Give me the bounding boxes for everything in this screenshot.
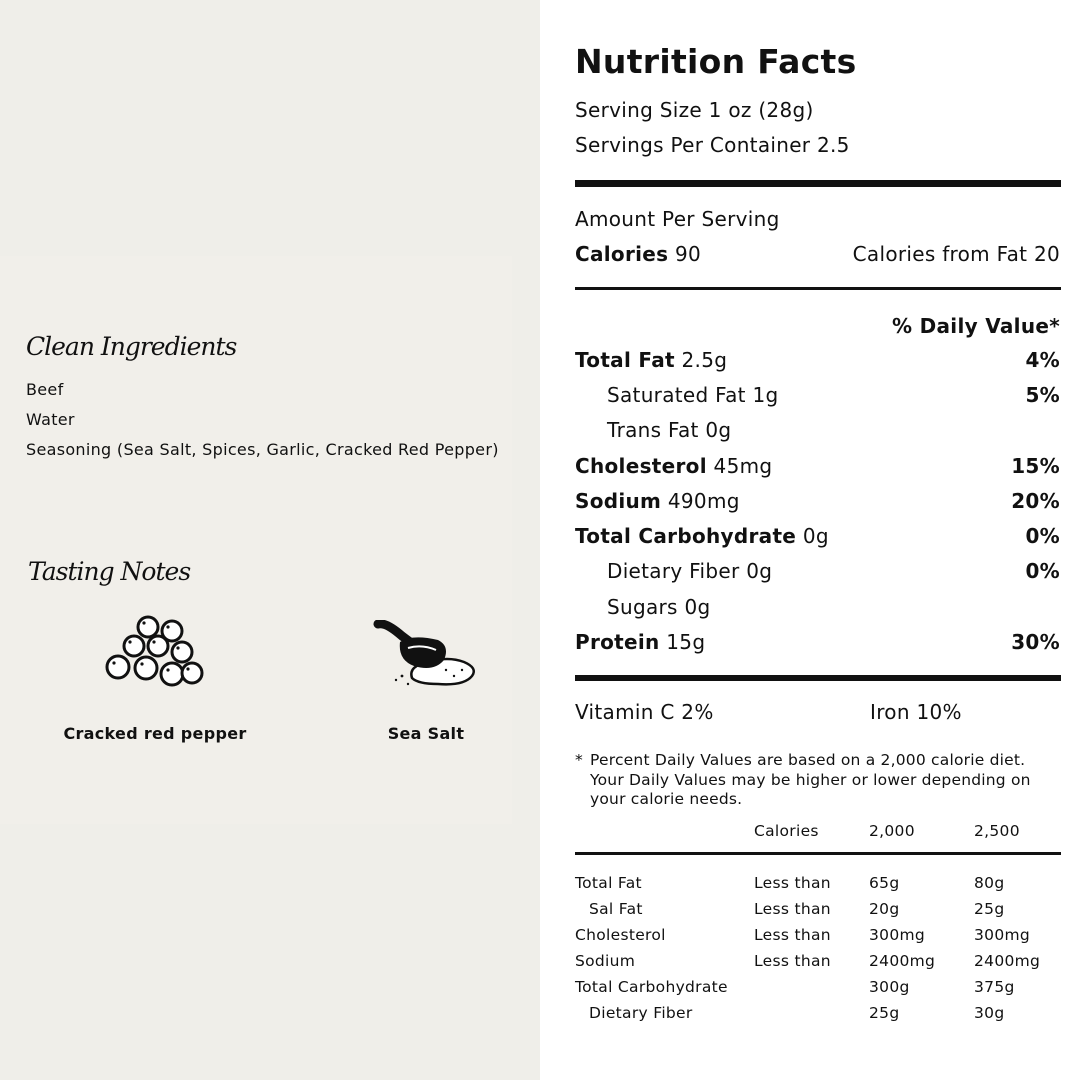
thick-divider [575,675,1061,681]
nutrient-amount: 45mg [713,454,773,478]
footer-header-2000: 2,000 [869,822,915,840]
salt-scoop-icon [372,620,480,690]
note-label-sea-salt: Sea Salt [387,724,465,743]
nutrient-name: Sodium [575,489,662,513]
footer-row-label: Total Carbohydrate [575,978,728,996]
nutrient-name: Total Carbohydrate [575,524,797,548]
nutrient-row-protein [575,630,705,654]
footer-row-qualifier: Less than [754,900,831,918]
footer-row-label: Sodium [575,952,636,970]
ingredients-heading: Clean Ingredients [26,332,237,361]
footer-row-label: Cholesterol [575,926,666,944]
calories-row [575,242,701,266]
nutrient-row-total-carbohydrate [575,524,829,548]
footer-header-calories: Calories [754,822,819,840]
footer-row-qualifier: Less than [754,952,831,970]
nutrient-dv: 5% [1025,383,1060,407]
nutrient-row-cholesterol [575,454,772,478]
footer-row-2500: 375g [974,978,1015,996]
footer-row-label: Sal Fat [589,900,643,918]
nutrition-facts-title: Nutrition Facts [575,42,857,81]
nutrient-row-total-fat [575,348,727,372]
nutrient-name: Cholesterol [575,454,707,478]
nutrient-row-sugars [607,595,710,619]
amount-per-serving: Amount Per Serving [575,207,780,231]
nutrient-dv: 15% [1011,454,1060,478]
calories-label: Calories [575,242,669,266]
nutrient-row-saturated-fat [607,383,779,407]
footnote-text: Percent Daily Values are based on a 2,000 calorie diet. Your Daily Values may be higher or lower depending on your calorie needs. [590,751,1031,808]
divider [575,852,1061,855]
nutrient-amount: 490mg [667,489,740,513]
calories-from-fat: Calories from Fat 20 [852,242,1060,266]
vitamin-c: Vitamin C 2% [575,700,714,724]
footnote-star: * [575,751,583,769]
nutrient-row-sodium [575,489,740,513]
nutrient-name: Sugars [607,595,678,619]
footer-header-2500: 2,500 [974,822,1020,840]
nutrient-amount: 2.5g [681,348,728,372]
nutrient-amount: 1g [752,383,779,407]
nutrient-row-dietary-fiber [607,559,772,583]
footer-row-2500: 30g [974,1004,1005,1022]
nutrient-row-trans-fat [607,418,731,442]
daily-value-header: % Daily Value* [891,314,1060,338]
tasting-notes-heading: Tasting Notes [28,557,191,586]
iron: Iron 10% [870,700,962,724]
footer-row-2500: 80g [974,874,1005,892]
footer-row-2500: 25g [974,900,1005,918]
thick-divider [575,180,1061,187]
ingredient-item: Water [26,410,75,429]
nutrient-amount: 15g [666,630,706,654]
peppercorns-icon [100,612,212,696]
ingredient-item: Seasoning (Sea Salt, Spices, Garlic, Cracked Red Pepper) [26,440,499,459]
footer-row-qualifier: Less than [754,874,831,892]
nutrient-dv: 4% [1025,348,1060,372]
footer-row-2000: 20g [869,900,900,918]
nutrient-dv: 0% [1025,559,1060,583]
nutrient-amount: 0g [746,559,773,583]
nutrient-amount: 0g [684,595,711,619]
footer-row-2000: 300g [869,978,910,996]
nutrient-dv: 0% [1025,524,1060,548]
nutrient-name: Total Fat [575,348,675,372]
nutrient-name: Dietary Fiber [607,559,740,583]
nutrient-name: Saturated Fat [607,383,746,407]
footer-row-2000: 25g [869,1004,900,1022]
calories-value: 90 [675,242,702,266]
nutrient-name: Trans Fat [607,418,699,442]
nutrient-dv: 30% [1011,630,1060,654]
footer-row-2000: 300mg [869,926,926,944]
nutrient-dv: 20% [1011,489,1060,513]
note-label-cracked-red-pepper: Cracked red pepper [63,724,247,743]
footer-row-label: Dietary Fiber [589,1004,693,1022]
footer-row-label: Total Fat [575,874,642,892]
nutrient-amount: 0g [802,524,829,548]
footer-row-2000: 65g [869,874,900,892]
footnote [575,751,1045,810]
divider [575,287,1061,290]
serving-size: Serving Size 1 oz (28g) [575,98,814,122]
nutrient-name: Protein [575,630,660,654]
footer-row-qualifier: Less than [754,926,831,944]
ingredient-item: Beef [26,380,64,399]
footer-row-2500: 300mg [974,926,1031,944]
nutrient-amount: 0g [705,418,732,442]
footer-row-2500: 2400mg [974,952,1041,970]
footer-row-2000: 2400mg [869,952,936,970]
servings-per-container: Servings Per Container 2.5 [575,133,850,157]
